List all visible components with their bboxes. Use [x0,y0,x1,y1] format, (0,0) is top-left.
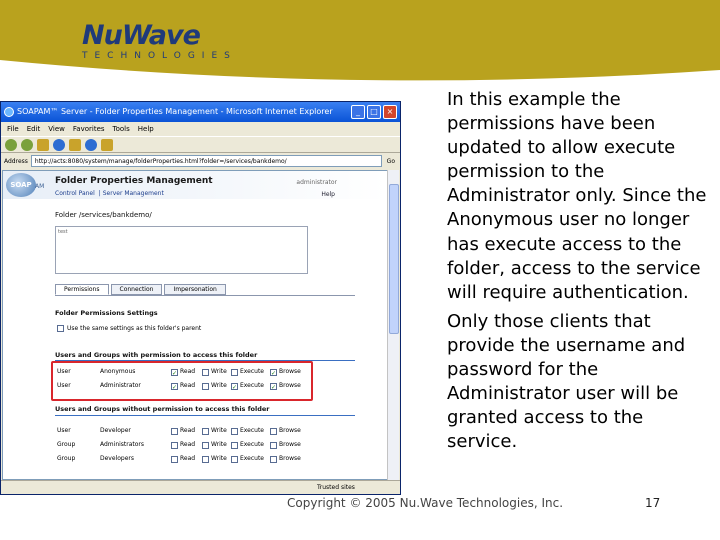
row-name: Developer [100,427,131,434]
read-checkbox[interactable] [171,428,178,435]
back-icon[interactable] [5,139,17,151]
ie-icon [4,107,14,117]
status-text: Trusted sites [317,484,355,491]
crumb-control-panel[interactable]: Control Panel [55,190,95,197]
menu-edit[interactable]: Edit [26,125,41,133]
favorites-icon[interactable] [101,139,113,151]
same-settings-checkbox[interactable] [57,325,64,332]
read-checkbox[interactable] [171,456,178,463]
table-row [57,453,317,465]
section-without-title: Users and Groups without permission to access this folder [55,405,270,413]
scroll-thumb[interactable] [389,184,399,334]
same-settings-option [57,325,201,332]
row-name: Administrator [100,382,141,389]
minimize-icon[interactable]: _ [351,105,365,119]
menu-tools[interactable]: Tools [112,125,130,133]
execute-checkbox[interactable] [231,456,238,463]
help-link[interactable]: Help [321,191,335,198]
table-row [57,439,317,451]
soapam-logo-tail: AM [35,183,45,190]
menu-help[interactable]: Help [137,125,154,133]
row-type: User [57,427,71,434]
paragraph-1: In this example the permissions have been updated to allow execute permission to the Administrator only. Since the Anonymous user no longer has execute access to the folder, access to the service will require authentication. [447,89,707,303]
highlight-box [51,361,313,401]
read-checkbox[interactable] [171,442,178,449]
page-content [2,170,388,480]
section-without-divider [55,415,355,416]
browse-label: Browse [279,382,301,389]
paragraph-2: Only those clients that provide the username and password for the Administrator user will be granted access to the service. [447,310,686,453]
execute-label: Execute [240,427,264,434]
description-textarea[interactable]: test [55,226,308,274]
breadcrumb: Control Panel | Server Management [55,190,164,197]
copyright-footer: Copyright © 2005 Nu.Wave Technologies, Inc. [287,496,564,510]
tab-bar [55,284,226,295]
slide-body-text [447,88,717,459]
execute-label: Execute [240,368,264,375]
same-settings-label: Use the same settings as this folder's parent [67,325,202,332]
page-number: 17 [645,496,661,510]
section-with-title: Users and Groups with permission to access this folder [55,351,258,359]
row-type: Group [57,455,76,462]
browse-label: Browse [279,427,301,434]
menu-file[interactable]: File [7,125,19,133]
browse-label: Browse [279,368,301,375]
close-icon[interactable]: × [383,105,397,119]
browse-checkbox[interactable] [270,428,277,435]
address-input[interactable]: http://acts:8080/system/manage/folderProperties.html?folder=/services/bankdemo/ [31,155,382,167]
write-checkbox[interactable] [202,428,209,435]
write-checkbox[interactable] [202,456,209,463]
ie-window [0,101,401,495]
write-label: Write [211,455,227,462]
stop-icon[interactable] [37,139,49,151]
section-permissions-title: Folder Permissions Settings [55,309,158,317]
search-icon[interactable] [85,139,97,151]
execute-label: Execute [240,382,264,389]
read-label: Read [180,441,196,448]
address-bar [1,153,400,169]
browse-checkbox[interactable] [270,442,277,449]
address-label: Address [4,157,28,165]
execute-label: Execute [240,441,264,448]
execute-checkbox[interactable] [231,442,238,449]
browse-label: Browse [279,455,301,462]
row-type: Group [57,441,76,448]
go-button[interactable]: Go [386,157,395,165]
execute-checkbox[interactable] [231,428,238,435]
forward-icon[interactable] [21,139,33,151]
status-bar [1,480,400,494]
execute-label: Execute [240,455,264,462]
browser-toolbar [1,136,400,153]
tab-permissions[interactable]: Permissions [55,284,109,295]
read-label: Read [180,368,196,375]
write-label: Write [211,382,227,389]
write-label: Write [211,368,227,375]
tab-divider [55,295,355,296]
menu-view[interactable]: View [48,125,65,133]
menu-favorites[interactable]: Favorites [72,125,105,133]
row-name: Developers [100,455,134,462]
browse-checkbox[interactable] [270,456,277,463]
row-type: User [57,382,71,389]
table-row [57,425,317,437]
read-label: Read [180,382,196,389]
row-name: Administrators [100,441,145,448]
refresh-icon[interactable] [53,139,65,151]
row-name: Anonymous [100,368,136,375]
read-label: Read [180,427,196,434]
crumb-server-management[interactable]: Server Management [102,190,164,197]
maximize-icon[interactable]: □ [367,105,381,119]
home-icon[interactable] [69,139,81,151]
logo-main-text: NuWave [82,20,200,51]
page-title: Folder Properties Management [55,176,213,186]
vertical-scrollbar[interactable] [387,170,399,480]
write-checkbox[interactable] [202,442,209,449]
logo-sub-text: TECHNOLOGIES [82,51,237,61]
window-title: SOAPAM™ Server - Folder Properties Management - Microsoft Internet Explorer [17,107,333,116]
write-label: Write [211,441,227,448]
folder-path: Folder /services/bankdemo/ [55,211,152,219]
window-titlebar[interactable] [1,102,400,122]
tab-impersonation[interactable]: Impersonation [164,284,225,295]
tab-connection[interactable]: Connection [111,284,163,295]
soapam-logo: SOAP [6,173,36,197]
user-tag: administrator [296,179,337,186]
row-type: User [57,368,71,375]
read-label: Read [180,455,196,462]
write-label: Write [211,427,227,434]
menu-bar [1,122,400,136]
company-logo [82,22,237,61]
browse-label: Browse [279,441,301,448]
